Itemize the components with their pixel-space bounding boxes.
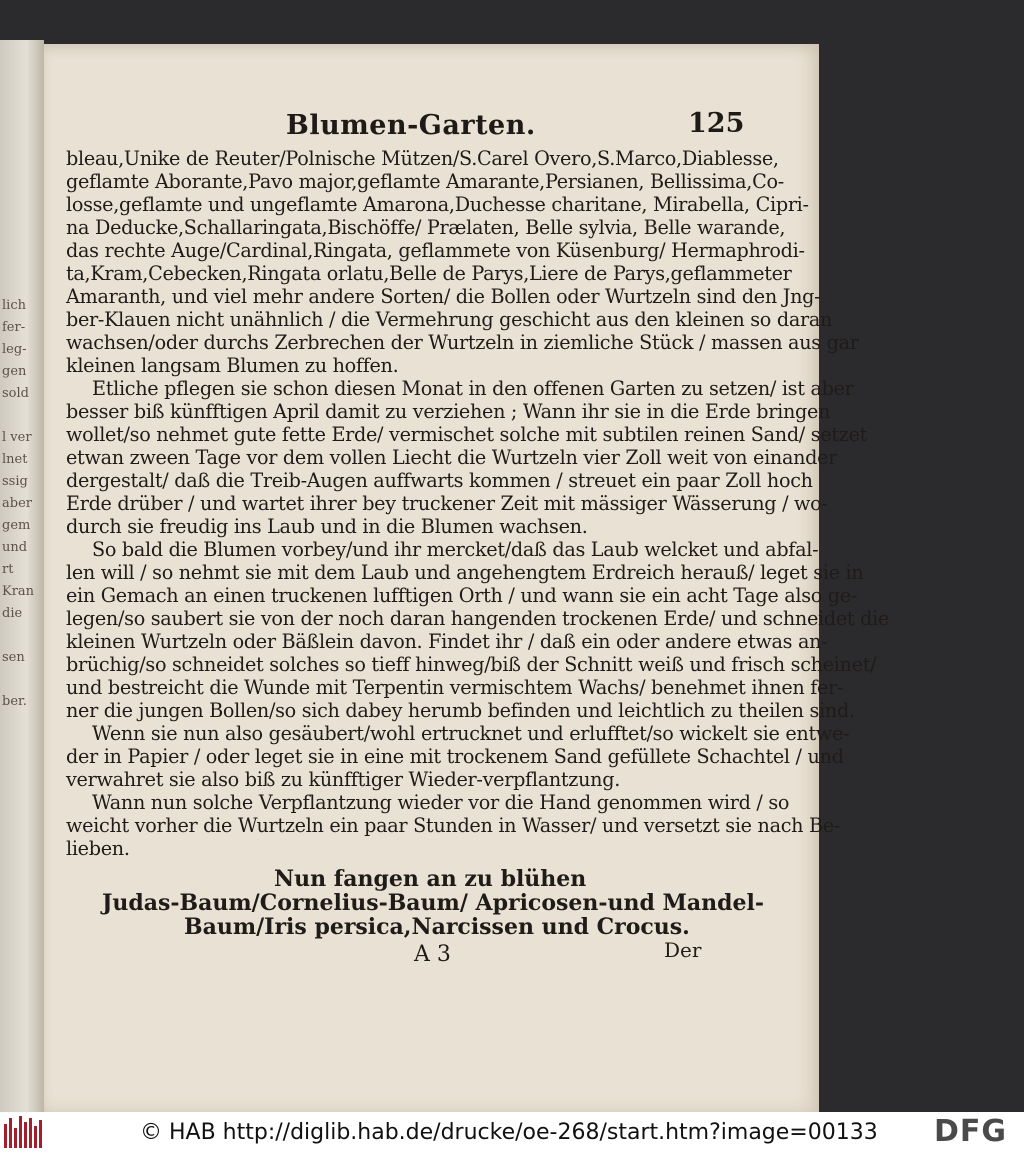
left-fragment: l ver [2,430,32,445]
text-line: kleinen Wurtzeln oder Bäßlein davon. Findet ihr / daß ein oder andere etwas an- [66,630,828,653]
text-line: losse,geflamte und ungeflamte Amarona,Duchesse charitane, Mirabella, Cipri- [66,193,809,216]
catchword: Der [664,938,702,962]
text-line: Amaranth, und viel mehr andere Sorten/ die Bollen oder Wurtzeln sind den Jng- [66,285,821,308]
text-line: das rechte Auge/Cardinal,Ringata, geflammete von Küsenburg/ Hermaphrodi- [66,239,805,262]
text-line: ein Gemach an einen truckenen lufftigen Orth / und wann sie ein acht Tage also ge- [66,584,858,607]
text-line: Etliche pflegen sie schon diesen Monat in den offenen Garten zu setzen/ ist aber [92,377,854,400]
text-line: ner die jungen Bollen/so sich dabey herumb befinden und leichtlich zu theilen sind. [66,699,855,722]
running-head: Blumen-Garten. [286,110,536,141]
text-line: durch sie freudig ins Laub und in die Blumen wachsen. [66,515,588,538]
text-line: kleinen langsam Blumen zu hoffen. [66,354,399,377]
text-line: etwan zween Tage vor dem vollen Liecht die Wurtzeln vier Zoll weit von einander [66,446,838,469]
left-fragment: gen [2,364,27,379]
text-line: geflamte Aborante,Pavo major,geflamte Amarante,Persianen, Bellissima,Co- [66,170,784,193]
text-line: Wann nun solche Verpflantzung wieder vor die Hand genommen wird / so [92,791,790,814]
text-line: bleau,Unike de Reuter/Polnische Mützen/S.Carel Overo,S.Marco,Diablesse, [66,147,779,170]
closing-heading: Nun fangen an zu blühen [274,866,587,892]
text-line: So bald die Blumen vorbey/und ihr mercket/daß das Laub welcket und abfal- [92,538,819,561]
text-line: Wenn sie nun also gesäubert/wohl ertrucknet und erlufftet/so wickelt sie entwe- [92,722,850,745]
adjacent-page-strip [0,40,44,1112]
text-line: ta,Kram,Cebecken,Ringata orlatu,Belle de Parys,Liere de Parys,geflammeter [66,262,792,285]
text-line: na Deducke,Schallaringata,Bischöffe/ Prælaten, Belle sylvia, Belle warande, [66,216,786,239]
text-line: weicht vorher die Wurtzeln ein paar Stunden in Wasser/ und versetzt sie nach Be- [66,814,841,837]
book-page [44,44,889,1112]
left-fragment: die [2,606,23,621]
text-line: ber-Klauen nicht unähnlich / die Vermehrung geschicht aus den kleinen so daran [66,308,833,331]
left-fragment: leg- [2,342,27,357]
left-fragment: sold [2,386,29,401]
footer-source-link[interactable]: © HAB http://diglib.hab.de/drucke/oe-268/start.htm?image=00133 [140,1120,878,1145]
left-fragment: ssig [2,474,28,489]
left-fragment: aber [2,496,32,511]
viewer-footer [0,1112,1024,1152]
left-fragment: lich [2,298,26,313]
text-line: und bestreicht die Wunde mit Terpentin vermischtem Wachs/ benehmet ihnen fer- [66,676,844,699]
closing-line: Judas-Baum/Cornelius-Baum/ Apricosen-und Mandel- [102,890,765,916]
signature-mark: A 3 [414,942,451,967]
closing-line: Baum/Iris persica,Narcissen und Crocus. [184,914,690,940]
left-fragment: gem [2,518,31,533]
text-line: wachsen/oder durchs Zerbrechen der Wurtzeln in ziemliche Stück / massen aus gar [66,331,859,354]
text-line: lieben. [66,837,130,860]
left-fragment: und [2,540,28,555]
text-line: wollet/so nehmet gute fette Erde/ vermischet solche mit subtilen reinen Sand/ setzet [66,423,868,446]
text-line: legen/so saubert sie von der noch daran hangenden trockenen Erde/ und schneidet die [66,607,889,630]
hab-logo-icon [4,1116,46,1148]
left-fragment: fer- [2,320,26,335]
page-number: 125 [688,108,745,139]
left-fragment: sen [2,650,25,665]
text-line: Erde drüber / und wartet ihrer bey truckener Zeit mit mässiger Wässerung / wo- [66,492,828,515]
text-line: len will / so nehmt sie mit dem Laub und angehengtem Erdreich herauß/ leget sie in [66,561,864,584]
text-line: besser biß künfftigen April damit zu verziehen ; Wann ihr sie in die Erde bringen [66,400,831,423]
text-line: brüchig/so schneidet solches so tieff hinweg/biß der Schnitt weiß und frisch scheinet/ [66,653,877,676]
left-fragment: lnet [2,452,28,467]
dfg-logo: DFG [934,1114,1008,1149]
text-line: dergestalt/ daß die Treib-Augen auffwarts kommen / streuet ein paar Zoll hoch [66,469,813,492]
left-fragment: ber. [2,694,27,709]
text-line: verwahret sie also biß zu künfftiger Wieder-verpflantzung. [66,768,621,791]
text-line: der in Papier / oder leget sie in eine mit trockenem Sand gefüllete Schachtel / und [66,745,844,768]
left-fragment: rt [2,562,14,577]
left-fragment: Kran [2,584,35,599]
